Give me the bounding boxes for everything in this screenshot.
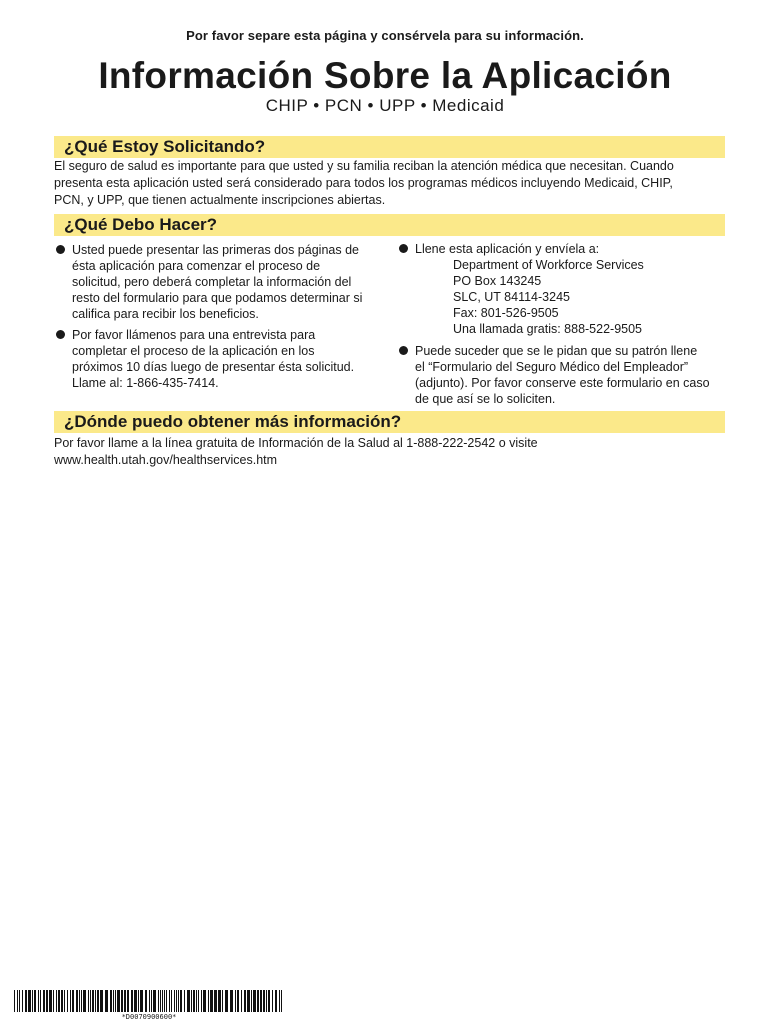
list-item	[399, 343, 729, 407]
barcode-bar	[105, 990, 108, 1012]
bullet-line: ésta aplicación para comenzar el proceso de	[72, 259, 321, 273]
barcode-bar	[81, 990, 82, 1012]
bullet-line: Puede suceder que se le pidan que su patrón llene	[415, 344, 698, 358]
barcode-bar	[196, 990, 197, 1012]
barcode-bar	[140, 990, 143, 1012]
bullet-line: de que así se lo soliciten.	[415, 392, 556, 406]
barcode-bar	[160, 990, 161, 1012]
barcode-bar	[174, 990, 175, 1012]
barcode-bar	[100, 990, 103, 1012]
bullet-icon	[399, 244, 408, 253]
barcode-bar	[180, 990, 182, 1012]
top-note: Por favor separe esta página y consérvela para su información.	[186, 28, 584, 43]
barcode-bar	[253, 990, 256, 1012]
bullet-line: completar el proceso de la aplicación en los	[72, 344, 315, 358]
barcode-bar	[263, 990, 265, 1012]
barcode-bar	[184, 990, 185, 1012]
barcode-bar	[260, 990, 262, 1012]
barcode-bar	[193, 990, 195, 1012]
barcode-bar	[134, 990, 137, 1012]
barcode-bar	[210, 990, 213, 1012]
section-heading-more-info: ¿Dónde puedo obtener más información?	[54, 411, 725, 433]
barcode-bar	[268, 990, 270, 1012]
barcode-bar	[158, 990, 159, 1012]
barcode-bar	[40, 990, 41, 1012]
barcode-bar	[53, 990, 54, 1012]
barcode-bar	[95, 990, 96, 1012]
barcode-bar	[237, 990, 239, 1012]
barcode-bar	[83, 990, 86, 1012]
barcode-bar	[201, 990, 202, 1012]
barcode-bar	[88, 990, 89, 1012]
right-column	[399, 241, 729, 407]
barcode-bar	[164, 990, 165, 1012]
address-line: Department of Workforce Services	[453, 258, 644, 272]
barcode-bar	[257, 990, 259, 1012]
barcode-bar	[162, 990, 163, 1012]
barcode-bar	[176, 990, 177, 1012]
barcode-bar	[208, 990, 209, 1012]
barcode-bar	[272, 990, 273, 1012]
barcode-bar	[70, 990, 71, 1012]
list-item	[56, 242, 391, 322]
barcode-bar	[127, 990, 129, 1012]
barcode-bar	[266, 990, 267, 1012]
bullet-line: Usted puede presentar las primeras dos páginas de	[72, 243, 359, 257]
address-line: Fax: 801-526-9505	[453, 306, 559, 320]
barcode-bar	[131, 990, 133, 1012]
barcode-bar	[113, 990, 114, 1012]
address-line: PO Box 143245	[453, 274, 542, 288]
barcode-bar	[178, 990, 179, 1012]
bullet-line: (adjunto). Por favor conserve este formulario en caso	[415, 376, 710, 390]
bullet-line: Llene esta aplicación y envíela a:	[415, 242, 600, 256]
barcode-bar	[110, 990, 112, 1012]
barcode-bar	[251, 990, 252, 1012]
barcode-bar	[17, 990, 18, 1012]
bullet-icon	[399, 346, 408, 355]
barcode-bar	[166, 990, 167, 1012]
barcode-bar	[14, 990, 15, 1012]
barcode-bar	[97, 990, 99, 1012]
bullet-line: próximos 10 días luego de presentar ésta solicitud.	[72, 360, 355, 374]
bullet-line: Llame al: 1-866-435-7414.	[72, 376, 219, 390]
barcode-bar	[49, 990, 52, 1012]
paragraph-line: www.health.utah.gov/healthservices.htm	[54, 453, 278, 467]
barcode-bar	[153, 990, 156, 1012]
barcode-bar	[187, 990, 190, 1012]
barcode-bar	[244, 990, 246, 1012]
barcode-bar	[169, 990, 170, 1012]
bullet-line: el “Formulario del Seguro Médico del Empleador”	[415, 360, 689, 374]
barcode-bar	[218, 990, 221, 1012]
barcode-bar	[145, 990, 147, 1012]
barcode-bar	[281, 990, 282, 1012]
list-item	[399, 241, 729, 337]
bullet-line: Por favor llámenos para una entrevista para	[72, 328, 316, 342]
barcode-bar	[222, 990, 223, 1012]
bullet-line: resto del formulario para que podamos determinar si	[72, 291, 363, 305]
barcode-bar	[28, 990, 31, 1012]
section-heading-what-do: ¿Qué Debo Hacer?	[54, 214, 725, 236]
bullet-icon	[56, 330, 65, 339]
barcode-bar	[58, 990, 60, 1012]
barcode-bar	[151, 990, 152, 1012]
address-line: Una llamada gratis: 888-522-9505	[453, 322, 643, 336]
barcode-bar	[38, 990, 39, 1012]
barcode-bar	[198, 990, 199, 1012]
barcode-bar	[32, 990, 33, 1012]
mailing-address	[415, 257, 729, 337]
paragraph-line: Por favor llame a la línea gratuita de Información de la Salud al 1-888-222-2542 o visite	[54, 436, 538, 450]
barcode-bar	[43, 990, 45, 1012]
barcode-bar	[79, 990, 80, 1012]
barcode-bar	[92, 990, 94, 1012]
list-item	[56, 327, 391, 391]
barcode-bar	[46, 990, 48, 1012]
barcode-bar	[22, 990, 23, 1012]
barcode-bar	[124, 990, 126, 1012]
paragraph-line: El seguro de salud es importante para que usted y su familia reciban la atención médica que necesitan. Cuando	[54, 159, 674, 173]
programs-subtitle: CHIP • PCN • UPP • Medicaid	[265, 96, 505, 115]
barcode-bar	[247, 990, 250, 1012]
barcode-bar	[171, 990, 172, 1012]
address-line: SLC, UT 84114-3245	[453, 290, 570, 304]
barcode-bar	[64, 990, 65, 1012]
paragraph-line: PCN, y UPP, que tienen actualmente inscripciones abiertas.	[54, 193, 386, 207]
barcode-bar	[61, 990, 63, 1012]
barcode-bar	[214, 990, 217, 1012]
barcode-bar	[19, 990, 20, 1012]
paragraph-line: presenta esta aplicación usted será considerado para todos los programas médicos incluyendo Medicaid, CHIP,	[54, 176, 673, 190]
bullet-icon	[56, 245, 65, 254]
barcode-bar	[117, 990, 120, 1012]
barcode-bar	[76, 990, 78, 1012]
barcode-bar	[225, 990, 228, 1012]
barcode-bar	[275, 990, 277, 1012]
barcode-bar	[56, 990, 57, 1012]
barcode-bar	[230, 990, 233, 1012]
barcode-bar	[25, 990, 27, 1012]
bullet-line: califica para recibir los beneficios.	[72, 307, 259, 321]
barcode-bar	[241, 990, 242, 1012]
section-heading-what-applying: ¿Qué Estoy Solicitando?	[54, 136, 725, 158]
barcode-bar	[203, 990, 206, 1012]
barcode-icon	[14, 990, 284, 1012]
barcode-bar	[138, 990, 139, 1012]
bullet-line: solicitud, pero deberá completar la información del	[72, 275, 352, 289]
barcode-bar	[72, 990, 74, 1012]
barcode-bar	[235, 990, 236, 1012]
page-title: Información Sobre la Aplicación	[98, 55, 672, 96]
barcode-bar	[279, 990, 280, 1012]
left-column	[56, 242, 391, 391]
section-more-info-text	[54, 435, 724, 469]
barcode-bar	[67, 990, 68, 1012]
barcode-bar	[90, 990, 91, 1012]
section-what-applying-text	[54, 158, 724, 209]
barcode-bar	[191, 990, 192, 1012]
barcode-bar	[149, 990, 150, 1012]
barcode-bar	[115, 990, 116, 1012]
barcode-bar	[121, 990, 123, 1012]
barcode-bar	[34, 990, 36, 1012]
barcode-number: *D0070900600*	[121, 1013, 177, 1021]
